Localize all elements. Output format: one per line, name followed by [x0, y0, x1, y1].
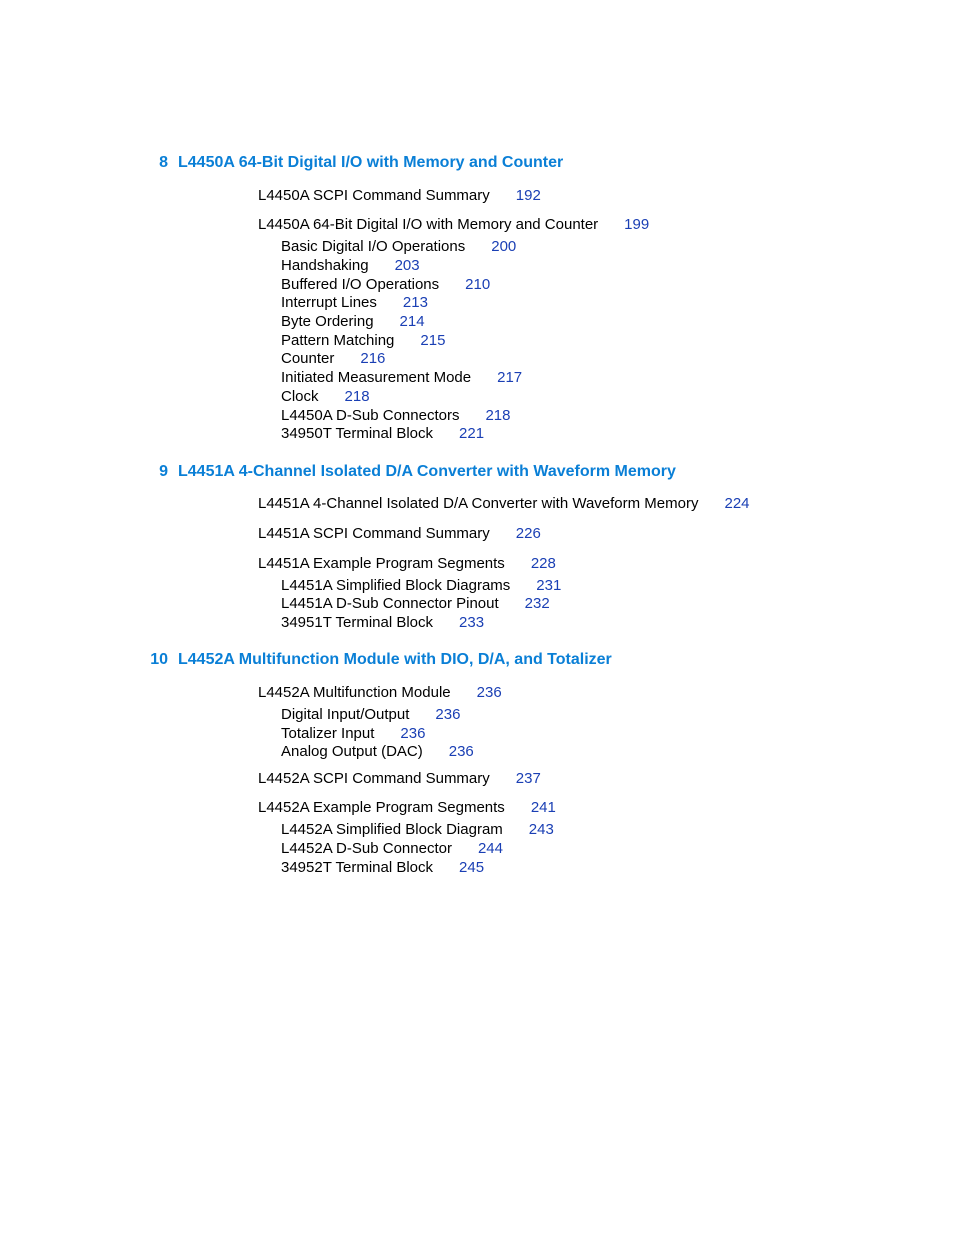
toc-entry-title: L4451A Example Program Segments: [258, 555, 505, 572]
toc-page-link[interactable]: 245: [459, 859, 485, 876]
toc-page-link[interactable]: 199: [624, 216, 650, 233]
toc-entry-title: L4452A D-Sub Connector: [281, 840, 452, 857]
toc-page-link[interactable]: 216: [360, 350, 386, 367]
toc-page-link[interactable]: 224: [724, 495, 750, 512]
toc-page-link[interactable]: 221: [459, 425, 485, 442]
toc-entry[interactable]: [258, 798, 556, 817]
toc-subentry[interactable]: [281, 742, 474, 761]
toc-page-link[interactable]: 203: [394, 257, 420, 274]
toc-page-link[interactable]: 236: [476, 684, 502, 701]
toc-subentry[interactable]: [281, 858, 484, 877]
toc-entry[interactable]: [258, 215, 649, 234]
toc-entry-title: Digital Input/Output: [281, 706, 410, 723]
chapter-title: L4451A 4-Channel Isolated D/A Converter with Waveform Memory: [178, 463, 676, 480]
toc-page-link[interactable]: 232: [524, 595, 550, 612]
toc-page-link[interactable]: 213: [402, 294, 428, 311]
toc-page-link[interactable]: 236: [448, 743, 474, 760]
toc-page-link[interactable]: 236: [435, 706, 461, 723]
toc-entry-title: Clock: [281, 388, 319, 405]
toc-entry-title: L4451A Simplified Block Diagrams: [281, 577, 511, 594]
toc-entry-title: L4451A D-Sub Connector Pinout: [281, 595, 499, 612]
toc-page-link[interactable]: 192: [515, 187, 541, 204]
toc-entry-title: 34950T Terminal Block: [281, 425, 434, 442]
toc-entry-title: L4451A 4-Channel Isolated D/A Converter with Waveform Memory: [258, 495, 699, 512]
toc-entry-title: Analog Output (DAC): [281, 743, 423, 760]
toc-entry-title: L4452A Simplified Block Diagram: [281, 821, 503, 838]
chapter-title: L4452A Multifunction Module with DIO, D/A, and Totalizer: [178, 651, 612, 668]
toc-entry[interactable]: [258, 524, 541, 543]
toc-entry-title: L4450A 64-Bit Digital I/O with Memory and Counter: [258, 216, 599, 233]
toc-page-link[interactable]: 218: [485, 407, 511, 424]
toc-entry-title: Handshaking: [281, 257, 369, 274]
toc-entry-title: Buffered I/O Operations: [281, 276, 440, 293]
chapter-number: 10: [150, 651, 168, 668]
toc-subentry[interactable]: [281, 705, 460, 724]
toc-entry[interactable]: [258, 494, 750, 513]
toc-subentry[interactable]: [281, 724, 425, 743]
toc-entry-title: Pattern Matching: [281, 332, 395, 349]
toc-page-link[interactable]: 233: [459, 614, 485, 631]
toc-entry-title: Counter: [281, 350, 335, 367]
chapter-number: 9: [159, 463, 168, 480]
chapter-title: L4450A 64-Bit Digital I/O with Memory and Counter: [178, 154, 564, 171]
toc-subentry[interactable]: [281, 256, 420, 275]
toc-entry-title: 34951T Terminal Block: [281, 614, 434, 631]
toc-page-link[interactable]: 214: [399, 313, 425, 330]
toc-entry-title: Interrupt Lines: [281, 294, 377, 311]
toc-subentry[interactable]: [281, 406, 510, 425]
toc-subentry[interactable]: [281, 331, 445, 350]
toc-page-link[interactable]: 215: [420, 332, 446, 349]
toc-entry-title: L4452A SCPI Command Summary: [258, 770, 490, 787]
toc-page-link[interactable]: 231: [536, 577, 562, 594]
toc-page-link[interactable]: 243: [528, 821, 554, 838]
toc-entry[interactable]: [258, 683, 502, 702]
toc-subentry[interactable]: [281, 237, 516, 256]
toc-page-link[interactable]: 200: [491, 238, 517, 255]
toc-page-link[interactable]: 218: [344, 388, 370, 405]
toc-entry-title: L4450A SCPI Command Summary: [258, 187, 490, 204]
toc-subentry[interactable]: [281, 576, 561, 595]
toc-subentry[interactable]: [281, 275, 490, 294]
toc-subentry[interactable]: [281, 839, 503, 858]
toc-page-link[interactable]: 237: [515, 770, 541, 787]
toc-entry-title: 34952T Terminal Block: [281, 859, 434, 876]
toc-page-link[interactable]: 210: [465, 276, 491, 293]
toc-entry-title: Byte Ordering: [281, 313, 374, 330]
toc-entry-title: Initiated Measurement Mode: [281, 369, 472, 386]
chapter-number: 8: [159, 154, 168, 171]
toc-entry-title: L4451A SCPI Command Summary: [258, 525, 490, 542]
toc-page-link[interactable]: 241: [530, 799, 556, 816]
toc-page-link[interactable]: 226: [515, 525, 541, 542]
toc-page-link[interactable]: 236: [400, 725, 426, 742]
toc-entry[interactable]: [258, 554, 556, 573]
toc-subentry[interactable]: [281, 368, 522, 387]
toc-page-link[interactable]: 217: [497, 369, 523, 386]
toc-entry[interactable]: [258, 769, 541, 788]
toc-entry-title: Totalizer Input: [281, 725, 375, 742]
toc-page-link[interactable]: 228: [530, 555, 556, 572]
toc-subentry[interactable]: [281, 613, 484, 632]
toc-entry[interactable]: [258, 186, 541, 205]
toc-subentry[interactable]: [281, 312, 425, 331]
toc-subentry[interactable]: [281, 293, 428, 312]
toc-subentry[interactable]: [281, 820, 554, 839]
toc-entry-title: L4450A D-Sub Connectors: [281, 407, 460, 424]
toc-entry-title: Basic Digital I/O Operations: [281, 238, 466, 255]
toc-subentry[interactable]: [281, 387, 370, 406]
toc-entry-title: L4452A Example Program Segments: [258, 799, 505, 816]
toc-subentry[interactable]: [281, 594, 550, 613]
toc-page-link[interactable]: 244: [477, 840, 503, 857]
toc-subentry[interactable]: [281, 349, 385, 368]
toc-subentry[interactable]: [281, 424, 484, 443]
toc-entry-title: L4452A Multifunction Module: [258, 684, 451, 701]
